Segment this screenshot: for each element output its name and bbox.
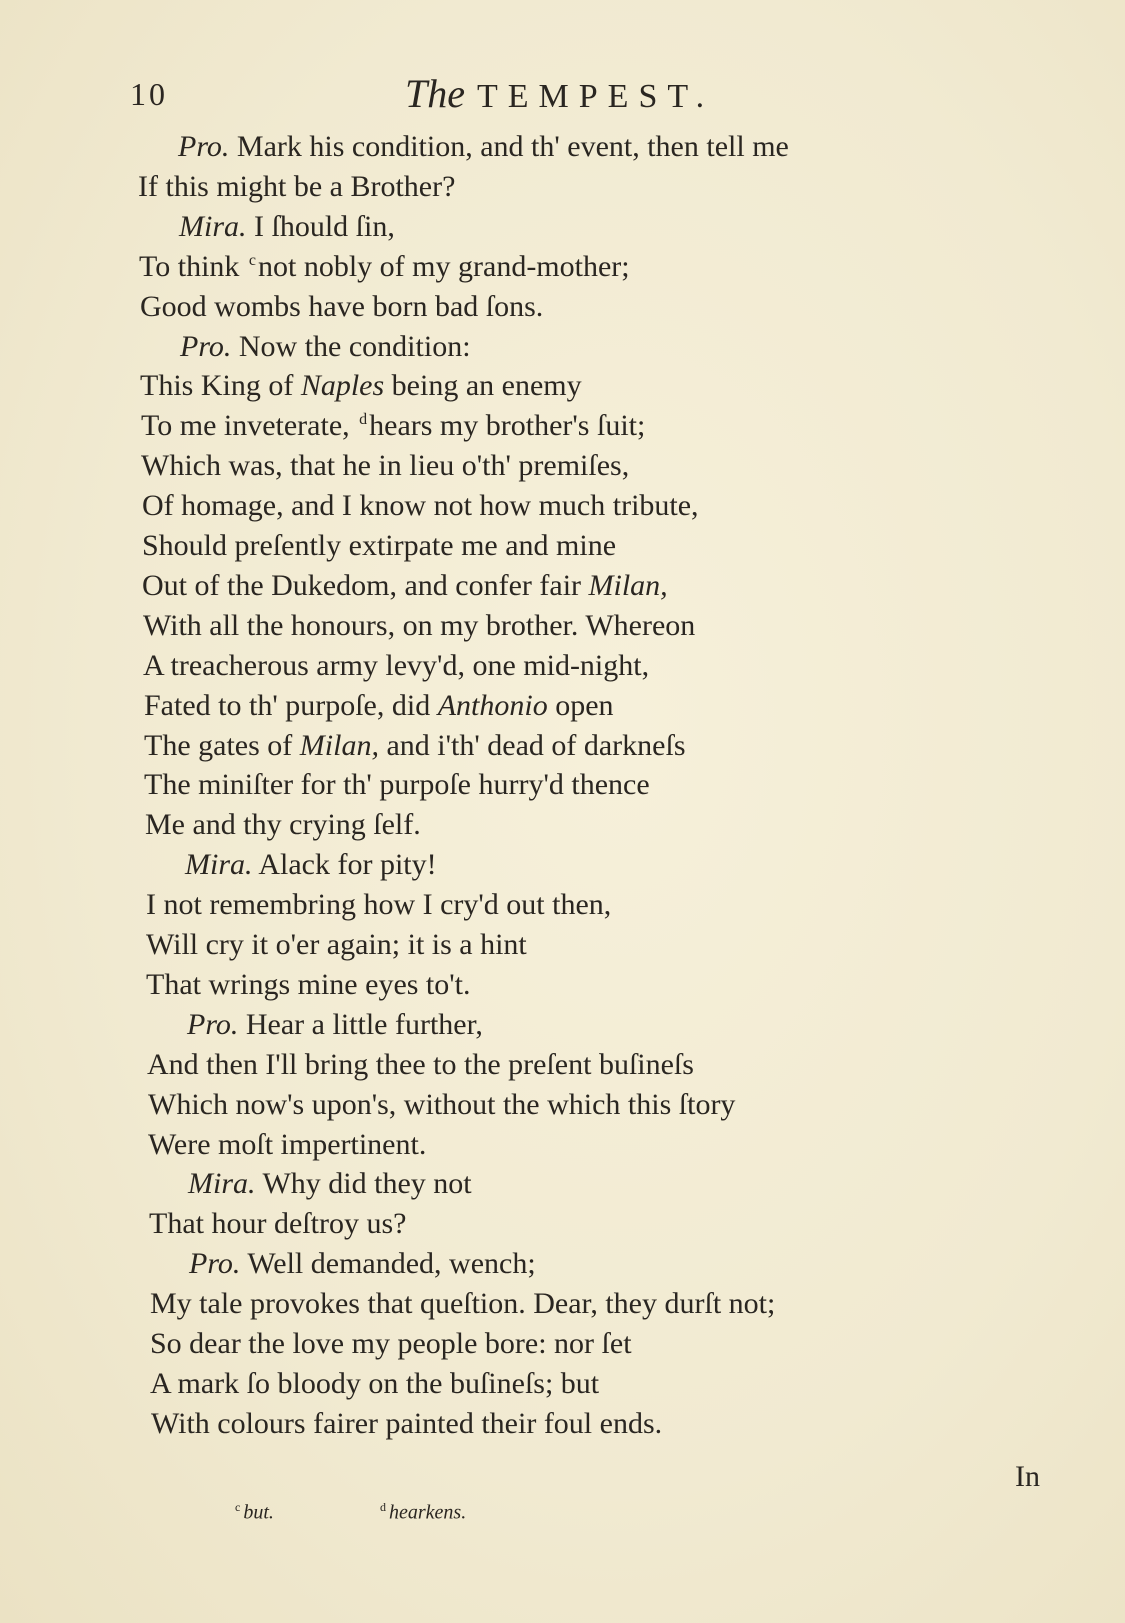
verse-line bbox=[138, 172, 455, 202]
verse-line bbox=[140, 292, 543, 322]
verse-line bbox=[142, 531, 616, 561]
line-text: With all the honours, on my brother. Whereon bbox=[143, 609, 696, 642]
verse-line bbox=[142, 571, 668, 601]
verse-line bbox=[144, 691, 614, 721]
line-text: A treacherous army levy'd, one mid-night, bbox=[143, 649, 650, 682]
footnote-c bbox=[235, 1500, 274, 1525]
verse-line bbox=[143, 611, 695, 641]
line-text: Were moſt impertinent. bbox=[148, 1128, 427, 1161]
line-text: Out of the Dukedom, and confer fair bbox=[142, 569, 589, 602]
line-text: Well demanded, wench; bbox=[240, 1247, 536, 1280]
line-text: Will cry it o'er again; it is a hint bbox=[146, 928, 527, 961]
verse-line bbox=[146, 930, 527, 960]
line-text: Good wombs have born bad ſons. bbox=[140, 290, 544, 323]
running-title-the: The bbox=[405, 71, 465, 116]
footnote-text: hearkens. bbox=[389, 1501, 467, 1524]
verse-line bbox=[150, 1289, 775, 1319]
line-text: Should preſently extirpate me and mine bbox=[142, 529, 617, 562]
line-text: And then I'll bring thee to the preſent buſineſs bbox=[147, 1048, 694, 1081]
verse-line bbox=[150, 1329, 632, 1359]
verse-line bbox=[148, 1130, 426, 1160]
verse-line bbox=[150, 1369, 599, 1399]
verse-line bbox=[145, 810, 421, 840]
footnote-text: but. bbox=[243, 1501, 274, 1524]
speaker-name: Mira. bbox=[188, 1167, 256, 1200]
footnote-d bbox=[380, 1500, 466, 1525]
line-text: Which now's upon's, without the which this ſtory bbox=[148, 1088, 736, 1121]
speech-line bbox=[185, 850, 437, 880]
footnote-ref: c bbox=[248, 252, 257, 269]
line-text: Of homage, and I know not how much tribute, bbox=[142, 489, 699, 522]
italic-name: Milan, bbox=[588, 569, 668, 602]
footnote-mark: c bbox=[235, 1500, 241, 1514]
italic-name: Milan, bbox=[299, 729, 379, 762]
speaker-name: Mira. bbox=[179, 210, 247, 243]
speech-line bbox=[189, 1249, 536, 1279]
page-number: 10 bbox=[130, 76, 168, 112]
line-text: The miniſter for th' purpoſe hurry'd thence bbox=[144, 768, 650, 801]
line-text: Hear a little further, bbox=[238, 1008, 483, 1041]
verse-line bbox=[141, 451, 629, 481]
speech-line bbox=[188, 1169, 472, 1199]
verse-line bbox=[148, 1090, 735, 1120]
line-text: This King of bbox=[140, 369, 301, 402]
line-text: To me inveterate, bbox=[141, 409, 358, 442]
verse-line bbox=[144, 731, 686, 761]
speech-line bbox=[178, 132, 789, 162]
speaker-name: Pro. bbox=[178, 130, 230, 163]
line-text: Me and thy crying ſelf. bbox=[145, 808, 421, 841]
verse-line bbox=[144, 770, 650, 800]
line-text: A mark ſo bloody on the buſineſs; but bbox=[150, 1367, 600, 1400]
line-text: Which was, that he in lieu o'th' premiſes, bbox=[141, 449, 630, 482]
catchword: In bbox=[1015, 1460, 1040, 1493]
line-text: being an enemy bbox=[384, 369, 582, 402]
speaker-name: Pro. bbox=[180, 330, 232, 363]
speech-line bbox=[187, 1010, 483, 1040]
line-text: I ſhould ſin, bbox=[246, 210, 395, 243]
line-text: If this might be a Brother? bbox=[138, 170, 456, 203]
italic-name: Anthonio bbox=[437, 689, 548, 722]
speaker-name: Mira. bbox=[185, 848, 253, 881]
speech-line bbox=[180, 332, 471, 362]
line-text: That wrings mine eyes to't. bbox=[146, 968, 471, 1001]
line-text: The gates of bbox=[144, 729, 300, 762]
verse-line bbox=[140, 371, 582, 401]
speaker-name: Pro. bbox=[189, 1247, 241, 1280]
line-text: not nobly of my grand-mother; bbox=[258, 250, 630, 283]
italic-name: Naples bbox=[300, 369, 385, 402]
line-text: Why did they not bbox=[255, 1167, 472, 1200]
verse-line bbox=[141, 411, 645, 441]
verse-line bbox=[146, 970, 471, 1000]
line-text: hears my brother's ſuit; bbox=[369, 409, 646, 442]
verse-line bbox=[142, 491, 699, 521]
line-text: Alack for pity! bbox=[252, 848, 437, 881]
line-text: Fated to th' purpoſe, did bbox=[144, 689, 438, 722]
line-text: open bbox=[547, 689, 614, 722]
line-text: and i'th' dead of darkneſs bbox=[378, 729, 686, 762]
line-text: Now the condition: bbox=[231, 330, 471, 363]
line-text: So dear the love my people bore: nor ſet bbox=[150, 1327, 632, 1360]
footnote-ref: d bbox=[359, 411, 368, 428]
line-text: To think bbox=[139, 250, 247, 283]
verse-line bbox=[139, 252, 630, 282]
running-title-word: TEMPEST. bbox=[477, 78, 715, 115]
footnote-mark: d bbox=[380, 1500, 386, 1514]
verse-line bbox=[149, 1209, 406, 1239]
line-text: That hour deſtroy us? bbox=[149, 1207, 407, 1240]
line-text: With colours fairer painted their foul ends. bbox=[151, 1407, 663, 1440]
speaker-name: Pro. bbox=[187, 1008, 239, 1041]
line-text: My tale provokes that queſtion. Dear, they durſt not; bbox=[150, 1287, 776, 1320]
line-text: Mark his condition, and th' event, then tell me bbox=[229, 130, 789, 163]
verse-line bbox=[151, 1409, 662, 1439]
verse-line bbox=[146, 890, 611, 920]
speech-line bbox=[179, 212, 395, 242]
verse-line bbox=[147, 1050, 694, 1080]
running-title bbox=[405, 70, 714, 117]
line-text: I not remembring how I cry'd out then, bbox=[146, 888, 612, 921]
verse-line bbox=[143, 651, 649, 681]
